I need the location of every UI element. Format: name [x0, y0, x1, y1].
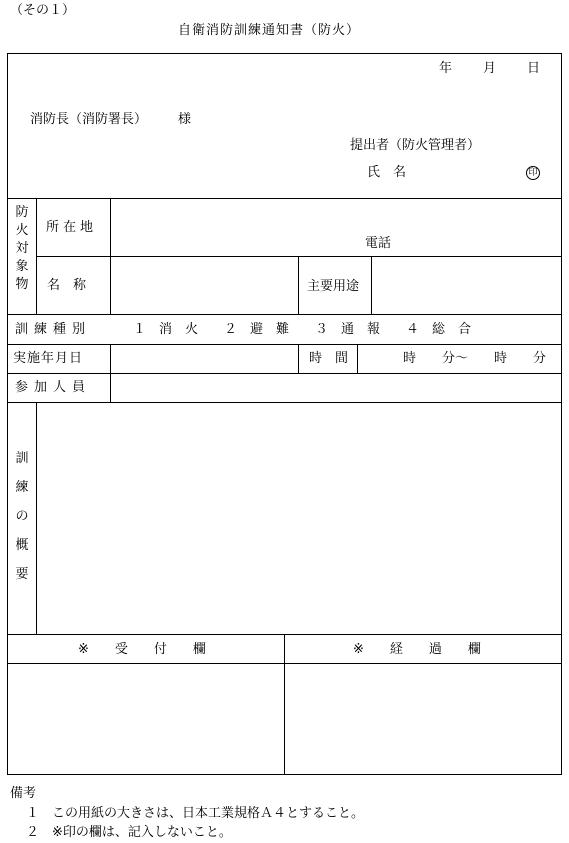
- note-item: １ この用紙の大きさは、日本工業規格Ａ４とすること。: [26, 806, 365, 821]
- seal-mark: [526, 165, 540, 180]
- object-side-label: 防 火 対 象 物: [15, 205, 29, 292]
- divider-reception-progress: [284, 634, 285, 775]
- divider-time-left: [298, 344, 299, 373]
- divider-object-side: [36, 198, 37, 314]
- divider-participants: [7, 402, 562, 403]
- training-type-label: 訓練種別: [15, 322, 92, 337]
- date-day-label: 日: [527, 61, 541, 76]
- participants-label: 参加人員: [15, 380, 92, 395]
- usage-label: 主要用途: [307, 279, 360, 294]
- summary-label: 訓 練 の 概 要: [15, 451, 29, 582]
- progress-label: ※ 経 過 欄: [353, 642, 481, 657]
- date-month-label: 月: [483, 61, 497, 76]
- form-title: 自衛消防訓練通知書（防火）: [178, 23, 361, 38]
- divider-participants-label: [110, 373, 111, 402]
- divider-usage-left: [298, 256, 299, 314]
- object-name-label: 名 称: [47, 278, 87, 293]
- form-number: （その１）: [10, 3, 76, 18]
- divider-usage-right: [371, 256, 372, 314]
- seal-icon: 印: [526, 166, 540, 180]
- divider-location: [36, 256, 562, 257]
- divider-top-section: [7, 198, 562, 199]
- divider-object: [7, 314, 562, 315]
- note-item: ２ ※印の欄は、記入しないこと。: [26, 825, 232, 840]
- divider-object-labels: [110, 198, 111, 314]
- training-type-options: １ 消 火 ２ 避 難 ３ 通 報 ４ 総 合: [133, 322, 472, 337]
- reception-label: ※ 受 付 欄: [78, 642, 206, 657]
- date-label: 実施年月日: [13, 351, 84, 366]
- time-range-value: 時 分～ 時 分: [403, 351, 547, 366]
- name-label: 氏 名: [367, 165, 407, 180]
- divider-date: [7, 373, 562, 374]
- time-label: 時 間: [309, 351, 349, 366]
- date-year-label: 年: [439, 61, 453, 76]
- location-label: 所在地: [46, 220, 98, 235]
- phone-label: 電話: [365, 236, 392, 251]
- honorific-label: 様: [178, 112, 192, 127]
- divider-summary-label: [36, 402, 37, 634]
- divider-time-right: [357, 344, 358, 373]
- divider-date-label: [110, 344, 111, 373]
- notes-heading: 備考: [10, 786, 37, 801]
- addressee-label: 消防長（消防署長）: [30, 112, 148, 127]
- divider-training-type: [7, 344, 562, 345]
- submitter-label: 提出者（防火管理者）: [350, 138, 481, 153]
